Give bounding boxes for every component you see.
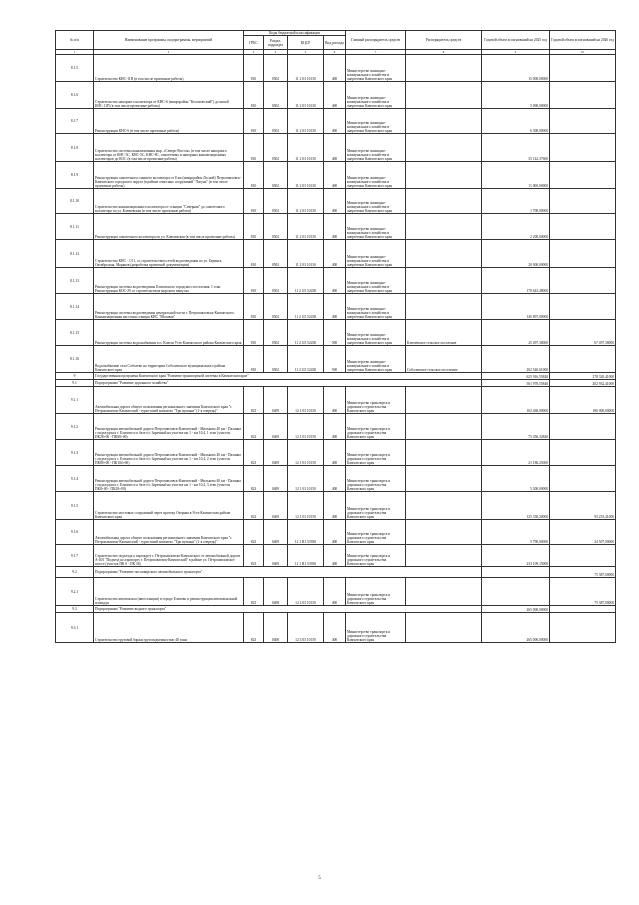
row-amount-2026: 75 387,00000: [550, 578, 616, 606]
row-amount-2025: 5 000,00000: [482, 82, 550, 109]
row-razdel: 0502: [264, 134, 288, 162]
row-kcsr: 12 1 R1 53930: [288, 545, 324, 567]
row-razdel: 0408: [264, 578, 288, 606]
row-main-manager: Министерство транспорта и дорожного строительства Камчатского края: [346, 613, 406, 643]
row-amount-2026: [550, 466, 616, 492]
table-row: [56, 387, 616, 414]
table-row: [56, 320, 616, 346]
row-amount-2025: 2 200,00000: [482, 214, 550, 240]
row-grbs: 823: [244, 466, 264, 492]
row-amount-2025: 265 000,00000: [482, 613, 550, 643]
row-grbs: 823: [244, 414, 264, 440]
row-amount-2026: 186 000,00000: [550, 387, 616, 414]
row-amount-2026: [550, 346, 616, 373]
row-amount-2025: 25 497,38000: [482, 320, 550, 346]
row-grbs: 823: [244, 440, 264, 466]
row-kcsr: 12 1 03 10150: [288, 387, 324, 414]
table-row: [56, 134, 616, 162]
row-number: 8.1.15: [56, 320, 94, 346]
row-amount-2026: [550, 440, 616, 466]
row-amount-2026: [550, 134, 616, 162]
row-manager: [406, 189, 482, 214]
row-razdel: 0409: [264, 440, 288, 466]
row-manager: [406, 414, 482, 440]
row-main-manager: Министерство жилищно-коммунального хозяйства и энергетики Камчатского края: [346, 240, 406, 268]
row-amount-2025: 75 456,32840: [482, 414, 550, 440]
col-header-year-2025: Годовой объем ассигнований на 2025 год: [482, 31, 550, 50]
row-vr: 400: [324, 109, 346, 134]
row-amount-2026: 95 253,41000: [550, 492, 616, 520]
row-amount-2025: 233 109,15000: [482, 545, 550, 567]
row-manager: [406, 162, 482, 189]
row-number: 8.1.11: [56, 214, 94, 240]
row-vr: 400: [324, 214, 346, 240]
row-kcsr: 11 2 03 10130: [288, 214, 324, 240]
row-grbs: 810: [244, 189, 264, 214]
col-header-manager: Распорядитель средств: [406, 31, 482, 50]
row-grbs: 810: [244, 294, 264, 320]
row-number: 9.1.2: [56, 414, 94, 440]
row-manager: [406, 82, 482, 109]
document-page: [55, 30, 615, 643]
row-grbs: 810: [244, 268, 264, 294]
table-row: [56, 414, 616, 440]
row-kcsr: 12 3 03 10150: [288, 613, 324, 643]
row-number: 9.1.1: [56, 387, 94, 414]
row-amount-2025: 102 460,00000: [482, 387, 550, 414]
row-number: 8.1.9: [56, 162, 94, 189]
row-number: 9: [56, 373, 94, 380]
table-row: [56, 613, 616, 643]
row-name: Реконструкция системы водоотведения центральной части г. Петропавловска-Камчатского. Канализационная насосная станция КНС "Моховая": [94, 294, 244, 320]
row-razdel: 0502: [264, 162, 288, 189]
row-amount-2026: [550, 55, 616, 82]
col-header-kcsr: КЦСР: [288, 36, 324, 50]
row-manager: [406, 613, 482, 643]
row-main-manager: Министерство жилищно-коммунального хозяйства и энергетики Камчатского края: [346, 346, 406, 373]
row-grbs: 810: [244, 55, 264, 82]
table-row: [56, 189, 616, 214]
row-razdel: 0502: [264, 320, 288, 346]
row-kcsr: 11 2 03 10130: [288, 189, 324, 214]
row-name: Реконструкция автомобильной дороги Петропавловск-Камчатский - Мильково 40 км - Паланка с подъездом к г. Елизово и к базе о/с Заречный на участке км 1 - км 10,4, 3 этап (участок ПК0+00 - ПК28+00): [94, 466, 244, 492]
row-amount-2025: 35 142,37600: [482, 134, 550, 162]
row-manager: [406, 492, 482, 520]
row-razdel: 0502: [264, 82, 288, 109]
row-razdel: 0502: [264, 294, 288, 320]
row-kcsr: 12 2 03 10150: [288, 578, 324, 606]
row-main-manager: Министерство жилищно-коммунального хозяйства и энергетики Камчатского края: [346, 294, 406, 320]
row-vr: 400: [324, 189, 346, 214]
row-number: 9.2: [56, 567, 94, 578]
row-number: 9.1.5: [56, 492, 94, 520]
row-manager: [406, 268, 482, 294]
row-amount-2025: 5 790,00000: [482, 520, 550, 545]
row-number: 9.1.4: [56, 466, 94, 492]
row-grbs: 823: [244, 492, 264, 520]
row-kcsr: 11 2 G5 52430: [288, 294, 324, 320]
row-amount-2026: 75 387,00000: [550, 567, 616, 578]
section-row: [56, 567, 616, 578]
row-kcsr: 11 2 03 10130: [288, 109, 324, 134]
row-amount-2026: 202 932,41000: [550, 380, 616, 387]
row-grbs: 823: [244, 613, 264, 643]
row-vr: 400: [324, 520, 346, 545]
row-name: Реконструкция автомобильной дороги Петропавловск-Камчатский - Мильково 40 км - Паланка с подъездом к г. Елизово и к базе о/с Заречный на участке км 1 - км 10,4, 1 этап (участок ПК28+00 - ПК80+00): [94, 414, 244, 440]
row-razdel: 0408: [264, 613, 288, 643]
row-kcsr: 12 1 03 10150: [288, 466, 324, 492]
row-amount-2026: [550, 162, 616, 189]
row-amount-2025: 625 916,55840: [482, 373, 550, 380]
budget-table: [55, 30, 616, 643]
row-vr: 400: [324, 440, 346, 466]
row-vr: 400: [324, 134, 346, 162]
row-vr: 400: [324, 294, 346, 320]
row-number: 9.1: [56, 380, 94, 387]
table-row: [56, 82, 616, 109]
table-row: [56, 520, 616, 545]
row-main-manager: Министерство жилищно-коммунального хозяйства и энергетики Камчатского края: [346, 268, 406, 294]
row-amount-2025: 1 700,00000: [482, 189, 550, 214]
row-kcsr: 12 1 03 10150: [288, 492, 324, 520]
row-main-manager: Министерство транспорта и дорожного строительства Камчатского края: [346, 545, 406, 567]
section-row: [56, 373, 616, 380]
row-amount-2025: 140 897,00000: [482, 294, 550, 320]
row-amount-2025: 11 000,00000: [482, 162, 550, 189]
row-number: 8.1.12: [56, 240, 94, 268]
row-main-manager: Министерство жилищно-коммунального хозяйства и энергетики Камчатского края: [346, 320, 406, 346]
table-row: [56, 492, 616, 520]
row-number: 8.1.14: [56, 294, 94, 320]
row-manager: [406, 545, 482, 567]
row-razdel: 0409: [264, 414, 288, 440]
row-number: 9.3.1: [56, 613, 94, 643]
row-grbs: 823: [244, 387, 264, 414]
row-manager: [406, 294, 482, 320]
row-name: Реконструкция системы водоотведения Елизовского городского поселения. 1 этап. Реконструкция КОС-29 со строительством морского выпуска: [94, 268, 244, 294]
table-row: [56, 545, 616, 567]
col-header-no: № п/п: [56, 31, 94, 50]
row-number: 8.1.8: [56, 134, 94, 162]
row-manager: [406, 134, 482, 162]
section-row: [56, 380, 616, 387]
row-kcsr: 11 2 03 10130: [288, 162, 324, 189]
row-vr: 500: [324, 320, 346, 346]
row-number: 8.1.5: [56, 55, 94, 82]
row-main-manager: Министерство жилищно-коммунального хозяйства и энергетики Камчатского края: [346, 214, 406, 240]
row-name: Строительство КНС - 1/11, со строительством сетей водоотведения по ул. Беринга, Октябрьская, Моряков (разработка проектной документации): [94, 240, 244, 268]
row-amount-2025: 15 000,00000: [482, 55, 550, 82]
row-vr: 400: [324, 55, 346, 82]
row-grbs: 823: [244, 520, 264, 545]
col-header-budget-codes: Коды бюджетной классификации: [244, 31, 346, 36]
row-razdel: 0409: [264, 520, 288, 545]
row-amount-2026: [550, 189, 616, 214]
section-row: [56, 606, 616, 613]
row-kcsr: 12 1 03 10150: [288, 414, 324, 440]
row-name: Реконструкция самотечного главного коллектора от 8 км (микрорайон Лесной) Петропавловск-Камчатского городского округа (в районе очистных сооружений "Лагуна" (в том числе проектные работы): [94, 162, 244, 189]
row-number: 9.2.1: [56, 578, 94, 606]
row-amount-2025: 561 978,55840: [482, 380, 550, 387]
row-main-manager: Министерство жилищно-коммунального хозяйства и энергетики Камчатского края: [346, 134, 406, 162]
row-razdel: 0409: [264, 387, 288, 414]
row-vr: 400: [324, 240, 346, 268]
row-manager: [406, 440, 482, 466]
row-amount-2026: 278 320,41000: [550, 373, 616, 380]
row-razdel: 0409: [264, 466, 288, 492]
table-row: [56, 346, 616, 373]
row-grbs: 810: [244, 346, 264, 373]
row-name: Реконструкция КНС-6 (в том числе проектные работы): [94, 109, 244, 134]
row-name: Государственная программа Камчатского края "Развитие транспортной системы в Камчатском крае": [94, 373, 482, 380]
row-main-manager: Министерство транспорта и дорожного строительства Камчатского края: [346, 520, 406, 545]
col-header-vr: Вид расхода: [324, 36, 346, 50]
row-amount-2025: 170 643,48000: [482, 268, 550, 294]
row-grbs: 810: [244, 134, 264, 162]
row-manager: Соболевское сельское поселение: [406, 346, 482, 373]
row-kcsr: 11 2 03 10130: [288, 82, 324, 109]
row-vr: 400: [324, 268, 346, 294]
row-amount-2025: 21 186,25000: [482, 440, 550, 466]
page-number: 5: [318, 876, 321, 881]
row-kcsr: 11 2 G5 52430: [288, 320, 324, 346]
row-vr: 400: [324, 414, 346, 440]
row-manager: [406, 387, 482, 414]
row-number: 8.1.7: [56, 109, 94, 134]
row-manager: [406, 578, 482, 606]
row-vr: 400: [324, 545, 346, 567]
row-manager: [406, 466, 482, 492]
table-row: [56, 440, 616, 466]
table-row: [56, 240, 616, 268]
table-row: [56, 214, 616, 240]
row-razdel: 0502: [264, 268, 288, 294]
row-amount-2025: 20 000,00000: [482, 240, 550, 268]
col-header-razdel: Раздел, подраздел: [264, 36, 288, 50]
row-name: Подпрограмма "Развитие дорожного хозяйства": [94, 380, 482, 387]
row-main-manager: Министерство жилищно-коммунального хозяйства и энергетики Камчатского края: [346, 55, 406, 82]
row-amount-2026: [550, 109, 616, 134]
row-amount-2025: 6 300,00000: [482, 109, 550, 134]
row-amount-2025: 202 540,61000: [482, 346, 550, 373]
row-main-manager: Министерство жилищно-коммунального хозяйства и энергетики Камчатского края: [346, 109, 406, 134]
row-amount-2026: 24 507,00000: [550, 520, 616, 545]
row-amount-2026: [550, 613, 616, 643]
row-kcsr: 11 2 03 10130: [288, 55, 324, 82]
row-grbs: 810: [244, 109, 264, 134]
row-number: 8.1.13: [56, 268, 94, 294]
row-vr: 400: [324, 82, 346, 109]
row-grbs: 810: [244, 82, 264, 109]
row-name: Строительство канализационного коллектора от станции "Северная" до самотечного коллектора по ул. Ключевская (в том числе проектные работы): [94, 189, 244, 214]
row-amount-2026: [550, 545, 616, 567]
row-razdel: 0502: [264, 214, 288, 240]
row-kcsr: 11 2 G5 52430: [288, 346, 324, 373]
row-name: Строительство мостовых сооружений через протоку Озерная в Усть-Камчатском районе Камчатского края: [94, 492, 244, 520]
row-name: Автомобильная дорога общего пользования регионального значения Камчатского края "г. Петропавловск-Камчатский - туристский комплекс "Три вулкана" (1-я очередь)": [94, 520, 244, 545]
row-name: Реконструкция системы водоснабжения в п. Ключи Усть-Камчатского района Камчатского края: [94, 320, 244, 346]
row-name: Строительство автовокзала (автостанции) в городе Елизово и реконструкция автовокзальной площади: [94, 578, 244, 606]
row-amount-2026: [550, 240, 616, 268]
row-name: Строительство КНС-11П (в том числе проектные работы): [94, 55, 244, 82]
row-amount-2026: [550, 606, 616, 613]
row-main-manager: Министерство жилищно-коммунального хозяйства и энергетики Камчатского края: [346, 82, 406, 109]
row-amount-2026: [550, 214, 616, 240]
row-number: 9.1.7: [56, 545, 94, 567]
row-grbs: 810: [244, 214, 264, 240]
row-name: Реконструкция автомобильной дороги Петропавловск-Камчатский - Мильково 40 км - Паланка с подъездом к г. Елизово и к базе о/с Заречный на участке км 1 - км 10,4, 2 этап (участок ПК80+00 - ПК104+00): [94, 440, 244, 466]
row-amount-2026: 67 497,38000: [550, 320, 616, 346]
row-number: 9.1.3: [56, 440, 94, 466]
row-amount-2026: [550, 294, 616, 320]
row-manager: [406, 214, 482, 240]
row-kcsr: 11 2 G5 52430: [288, 268, 324, 294]
table-row: [56, 578, 616, 606]
row-name: Строительство грузовой баржи грузоподъемностью 40 тонн: [94, 613, 244, 643]
row-manager: [406, 109, 482, 134]
row-number: 9.1.6: [56, 520, 94, 545]
row-vr: 400: [324, 162, 346, 189]
row-razdel: 0502: [264, 240, 288, 268]
table-row: [56, 466, 616, 492]
row-main-manager: Министерство транспорта и дорожного строительства Камчатского края: [346, 414, 406, 440]
row-manager: [406, 240, 482, 268]
row-amount-2026: [550, 82, 616, 109]
row-name: Автомобильная дорога общего пользования регионального значения Камчатского края "г. Петропавловск-Камчатский - туристский комплекс "Три вулкана" (1-я очередь)": [94, 387, 244, 414]
row-name: Реконструкция самотечного коллектора по ул. Ключевская (в том числе проектные работы): [94, 214, 244, 240]
table-row: [56, 162, 616, 189]
table-body: [56, 55, 616, 643]
row-amount-2025: 125 358,20000: [482, 492, 550, 520]
row-razdel: 0409: [264, 492, 288, 520]
col-header-year-2026: Годовой объем ассигнований на 2026 год: [550, 31, 616, 50]
table-row: [56, 268, 616, 294]
row-kcsr: 11 2 03 10130: [288, 240, 324, 268]
row-razdel: 0502: [264, 346, 288, 373]
row-number: 8.1.16: [56, 346, 94, 373]
row-grbs: 823: [244, 545, 264, 567]
row-vr: 400: [324, 466, 346, 492]
row-grbs: 810: [244, 162, 264, 189]
row-manager: [406, 520, 482, 545]
row-main-manager: Министерство транспорта и дорожного строительства Камчатского края: [346, 578, 406, 606]
row-grbs: 823: [244, 578, 264, 606]
col-header-main-manager: Главный распорядитель средств: [346, 31, 406, 50]
row-vr: 400: [324, 578, 346, 606]
row-razdel: 0409: [264, 545, 288, 567]
row-kcsr: 12 1 R1 53930: [288, 520, 324, 545]
table-row: [56, 109, 616, 134]
row-vr: 400: [324, 613, 346, 643]
table-row: [56, 294, 616, 320]
col-header-name: Наименование программы, подпрограммы, мероприятий: [94, 31, 244, 50]
row-number: 9.3: [56, 606, 94, 613]
row-kcsr: 12 1 03 10150: [288, 440, 324, 466]
row-name: Подпрограмма "Развитие водного транспорта": [94, 606, 482, 613]
row-grbs: 810: [244, 240, 264, 268]
row-amount-2026: [550, 268, 616, 294]
row-main-manager: Министерство транспорта и дорожного строительства Камчатского края: [346, 492, 406, 520]
row-number: 8.1.6: [56, 82, 94, 109]
row-grbs: 810: [244, 320, 264, 346]
row-amount-2026: [550, 414, 616, 440]
row-main-manager: Министерство жилищно-коммунального хозяйства и энергетики Камчатского края: [346, 162, 406, 189]
row-vr: 400: [324, 492, 346, 520]
row-amount-2025: 265 000,00000: [482, 606, 550, 613]
row-razdel: 0502: [264, 189, 288, 214]
row-vr: 400: [324, 387, 346, 414]
row-razdel: 0502: [264, 55, 288, 82]
row-number: 8.1.10: [56, 189, 94, 214]
col-header-grbs: ГРБС: [244, 36, 264, 50]
row-manager: [406, 55, 482, 82]
row-name: Водоснабжение села Соболево на территории Соболевского муниципального района Камчатского края: [94, 346, 244, 373]
row-vr: 500: [324, 346, 346, 373]
row-razdel: 0502: [264, 109, 288, 134]
table-row: [56, 55, 616, 82]
row-kcsr: 11 2 03 10130: [288, 134, 324, 162]
row-amount-2025: [482, 578, 550, 606]
column-index-row: 1 2 3 4 5 6 7 8 9 10: [56, 50, 616, 55]
row-main-manager: Министерство жилищно-коммунального хозяйства и энергетики Камчатского края: [346, 189, 406, 214]
row-main-manager: Министерство транспорта и дорожного строительства Камчатского края: [346, 387, 406, 414]
row-amount-2025: 5 300,00000: [482, 466, 550, 492]
row-main-manager: Министерство транспорта и дорожного строительства Камчатского края: [346, 466, 406, 492]
row-amount-2025: [482, 567, 550, 578]
row-name: Строительство подъезда к аэропорту г. Петропавловска-Камчатского от автомобильной дороги А-401 "Подъезд ко аэропорту г. Петропавловск-Камчатский" в районе ул. Петропавловское шоссе (участок ПК 0 - ПК 36): [94, 545, 244, 567]
row-main-manager: Министерство транспорта и дорожного строительства Камчатского края: [346, 440, 406, 466]
row-name: Строительство системы канализования мкр. «Северо-Восток» (в том числе напорного коллектора от КНС-3С, КНС-5С, КНС-8С, самотечных и напорных канализационных коллекторов до КОС (в том числе проектные работы): [94, 134, 244, 162]
row-name: Подпрограмма "Развитие пассажирского автомобильного транспорта": [94, 567, 482, 578]
row-manager: Ключевское сельское поселение: [406, 320, 482, 346]
row-name: Строительство напорного коллектора от КНС-6 (микрорайон "Космический") до новой КНС-11П (в том числе проектные работы): [94, 82, 244, 109]
